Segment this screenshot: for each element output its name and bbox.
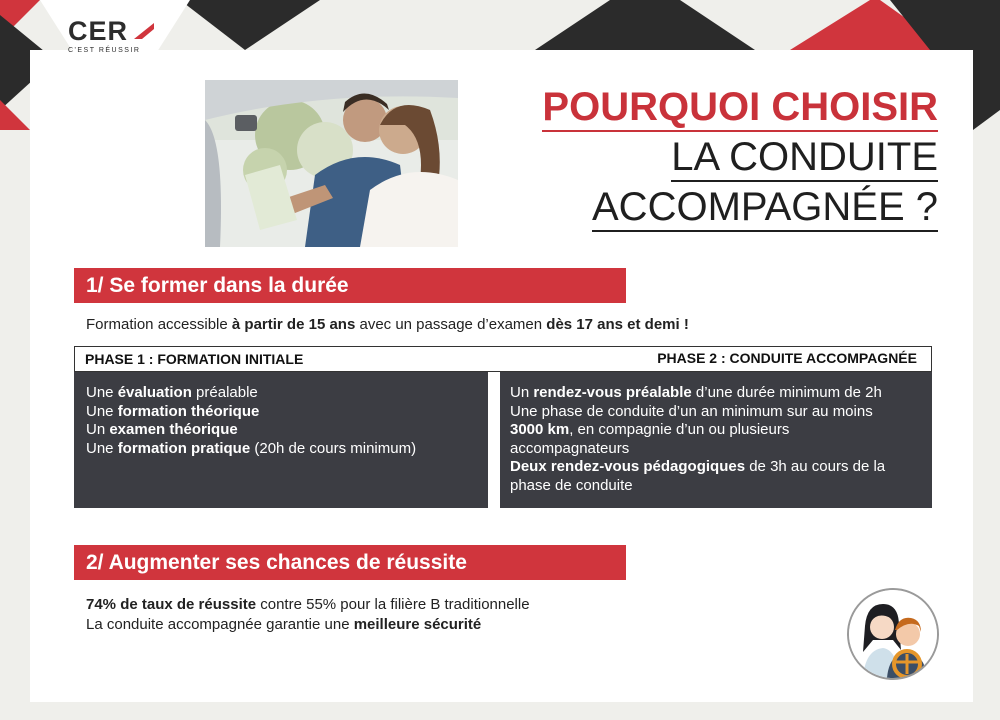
driver-duo-icon [847, 588, 939, 680]
phase-2-box [500, 372, 932, 508]
safety-emphasis: meilleure sécurité [353, 616, 482, 633]
phase-header-bar [74, 346, 932, 372]
logo-tagline: C'EST RÉUSSIR [68, 47, 141, 54]
logo-swoosh-icon [134, 23, 154, 39]
phase-1-item: Une formation pratique (20h de cours minimum) [86, 439, 417, 457]
phase-1-title: PHASE 1 : FORMATION INITIALE [85, 351, 304, 367]
success-rate: 74% de taux de réussite [86, 596, 257, 613]
success-rate-comparison: contre 55% pour la filière B traditionnelle [256, 596, 530, 613]
section-1-intro [86, 316, 689, 333]
intro-text-a: Formation accessible [86, 316, 232, 333]
intro-exclaim: ! [679, 316, 689, 333]
section-1-heading: 1/ Se former dans la durée [74, 268, 626, 303]
success-rate-line [86, 596, 530, 613]
phase-1-box [74, 372, 488, 508]
title-line-1: POURQUOI CHOISIR [542, 84, 938, 132]
title-line-2: LA CONDUITE [671, 134, 938, 182]
section-2-heading: 2/ Augmenter ses chances de réussite [74, 545, 626, 580]
phase-2-line: accompagnateurs [510, 439, 630, 457]
intro-text-c: avec un passage d’examen [355, 316, 547, 333]
phase-2-line: Un rendez-vous préalable d’une durée minimum de 2h [510, 384, 882, 401]
phase-1-item: Un examen théorique [86, 421, 238, 438]
phase-2-line: Une phase de conduite d’un an minimum sur au moins [510, 402, 873, 420]
intro-age-17: dès 17 ans et demi [546, 316, 680, 333]
logo-name: CER [68, 16, 129, 46]
safety-text: La conduite accompagnée garantie une [86, 616, 354, 633]
intro-age-15: à partir de 15 ans [231, 316, 356, 333]
phase-2-title: PHASE 2 : CONDUITE ACCOMPAGNÉE [657, 350, 917, 366]
logo-badge [40, 0, 190, 118]
page-title [542, 82, 938, 232]
phase-1-item: Une formation théorique [86, 402, 260, 420]
car-lesson-photo [205, 80, 458, 247]
phase-1-item: Une évaluation préalable [86, 384, 258, 401]
safety-line [86, 616, 481, 633]
phase-2-line: Deux rendez-vous pédagogiques de 3h au cours de la [510, 458, 886, 475]
phase-2-line: phase de conduite [510, 476, 633, 494]
title-line-3: ACCOMPAGNÉE ? [592, 184, 938, 232]
phase-2-line: 3000 km, en compagnie d’un ou plusieurs [510, 421, 790, 438]
